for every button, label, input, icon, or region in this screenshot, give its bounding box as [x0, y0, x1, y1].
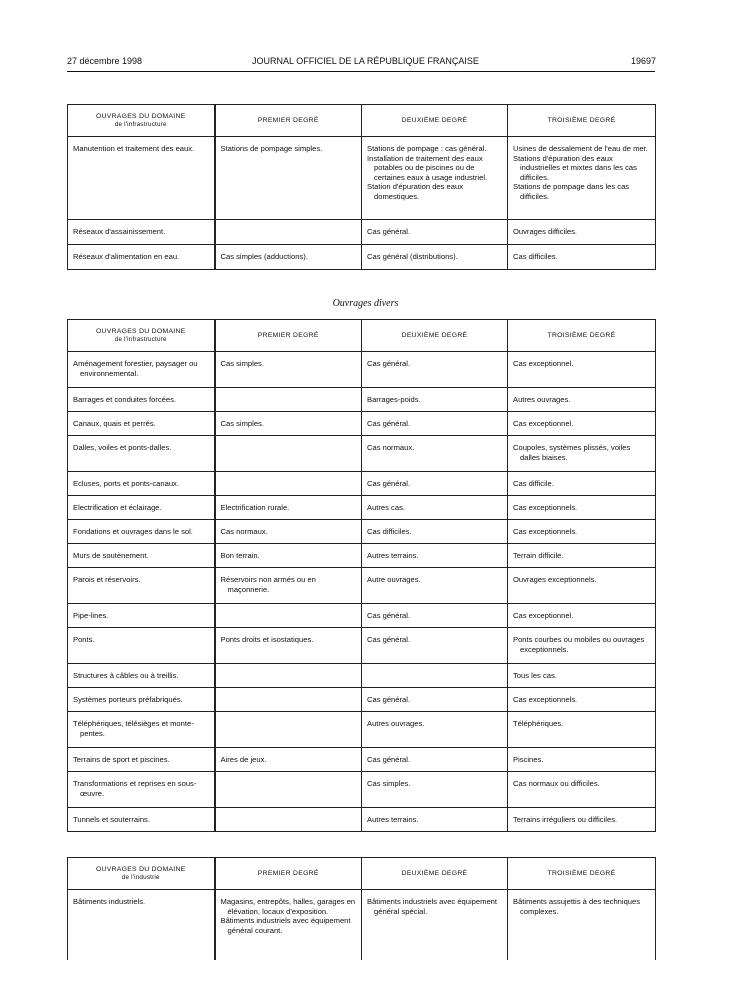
cell-text: Autres terrains. [367, 551, 419, 560]
cell-deuxieme [362, 604, 508, 628]
cell-text: Bâtiments industriels. [73, 897, 146, 906]
cell-text: Barrages et conduites forcées. [73, 395, 176, 404]
cell-domain [68, 568, 215, 604]
cell-text: Cas simples. [367, 779, 411, 788]
table-row [68, 772, 656, 808]
cell-premier [215, 604, 362, 628]
cell-text: Transformations et reprises en sous-œuvre. [73, 779, 197, 798]
header-domain-line2: de l'infrastructure [114, 120, 167, 128]
cell-text: Réseaux d'alimentation en eau. [73, 252, 180, 261]
cell-text: Bâtiments industriels avec équipement général spécial. [367, 897, 498, 916]
cell-text: Electrification rurale. [220, 503, 290, 512]
cell-premier [215, 772, 362, 808]
cell-text: Terrains de sport et piscines. [73, 755, 170, 764]
table-row [68, 544, 656, 568]
cell-text: Réseaux d'assainissement. [73, 227, 166, 236]
table-row [68, 628, 656, 664]
table-row [68, 436, 656, 472]
cell-text: Ecluses, ports et ponts-canaux. [73, 479, 179, 488]
cell-premier [215, 664, 362, 688]
cell-premier [215, 352, 362, 388]
cell-domain [68, 808, 215, 832]
cell-text: Autres ouvrages. [513, 395, 571, 404]
cell-premier [215, 808, 362, 832]
cell-troisieme [508, 436, 656, 472]
table-row [68, 748, 656, 772]
cell-text: Fondations et ouvrages dans le sol. [73, 527, 193, 536]
header-troisieme: TROISIÈME DEGRÉ [508, 320, 656, 352]
cell-text: Cas difficiles. [513, 252, 558, 261]
cell-text: Cas exceptionnels. [513, 527, 578, 536]
cell-text: Cas normaux. [220, 527, 268, 536]
cell-text: Cas général. [367, 635, 411, 644]
cell-premier [215, 472, 362, 496]
cell-text: Cas général. [367, 695, 411, 704]
cell-text: Autre ouvrages. [367, 575, 421, 584]
cell-text: Autres cas. [367, 503, 405, 512]
header-premier: PREMIER DEGRÉ [215, 858, 362, 890]
cell-text: Murs de soutènement. [73, 551, 149, 560]
cell-deuxieme [362, 412, 508, 436]
cell-text: Systèmes porteurs préfabriqués. [73, 695, 183, 704]
cell-troisieme [508, 604, 656, 628]
cell-text: Cas simples (adductions). [220, 252, 308, 261]
cell-text: Parois et réservoirs. [73, 575, 141, 584]
cell-text: Installation de traitement des eaux potables ou de piscines ou de certaines eaux à usage industriel. [367, 153, 488, 182]
cell-text: Ponts. [73, 635, 95, 644]
cell-troisieme [508, 137, 656, 220]
cell-domain [68, 245, 215, 270]
cell-text: Cas simples. [220, 359, 264, 368]
cell-premier [215, 712, 362, 748]
cell-text: Aires de jeux. [220, 755, 267, 764]
cell-deuxieme [362, 496, 508, 520]
table-row [68, 568, 656, 604]
cell-deuxieme [362, 772, 508, 808]
header-troisieme: TROISIÈME DEGRÉ [508, 105, 656, 137]
table-row [68, 712, 656, 748]
header-premier: PREMIER DEGRÉ [215, 105, 362, 137]
cell-text: Manutention et traitement des eaux. [73, 144, 195, 153]
cell-troisieme [508, 412, 656, 436]
table-row [68, 520, 656, 544]
cell-troisieme [508, 748, 656, 772]
table-row [68, 808, 656, 832]
header-troisieme: TROISIÈME DEGRÉ [508, 858, 656, 890]
cell-text: Cas exceptionnels. [513, 503, 578, 512]
cell-text: Autres terrains. [367, 815, 419, 824]
cell-deuxieme [362, 520, 508, 544]
cell-domain [68, 748, 215, 772]
header-premier: PREMIER DEGRÉ [215, 320, 362, 352]
cell-text: Cas exceptionnel. [513, 359, 574, 368]
cell-text: Piscines. [513, 755, 544, 764]
cell-deuxieme [362, 245, 508, 270]
cell-domain [68, 137, 215, 220]
table-row [68, 137, 656, 220]
cell-text: Electrification et éclairage. [73, 503, 162, 512]
journal-title: JOURNAL OFFICIEL DE LA RÉPUBLIQUE FRANÇAISE [252, 56, 479, 66]
cell-text: Cas difficiles. [367, 527, 412, 536]
cell-text: Aménagement forestier, paysager ou environnemental. [73, 359, 198, 378]
cell-premier [215, 388, 362, 412]
cell-text: Téléphériques. [513, 719, 564, 728]
cell-text: Bâtiments industriels avec équipement général courant. [220, 916, 351, 935]
cell-premier [215, 748, 362, 772]
section-title: Ouvrages divers [332, 298, 399, 309]
cell-text: Ouvrages difficiles. [513, 227, 578, 236]
cell-premier [215, 220, 362, 245]
cell-domain [68, 436, 215, 472]
cell-troisieme [508, 688, 656, 712]
page-number: 19697 [630, 56, 656, 66]
header-deuxieme: DEUXIÈME DEGRÉ [362, 320, 508, 352]
cell-premier [215, 688, 362, 712]
cell-premier [215, 137, 362, 220]
cell-troisieme [508, 628, 656, 664]
cell-domain [68, 352, 215, 388]
cell-text: Terrains irréguliers ou difficiles. [513, 815, 618, 824]
cell-text: Dalles, voiles et ponts-dalles. [73, 443, 172, 452]
cell-text: Cas simples. [220, 419, 264, 428]
cell-premier [215, 628, 362, 664]
header-domain-line2: de l'infrastructure [114, 335, 167, 343]
cell-domain [68, 890, 215, 960]
cell-text: Structures à câbles ou à treillis. [73, 671, 179, 680]
cell-text: Barrages-poids. [367, 395, 421, 404]
header-domain-line1: OUVRAGES DU DOMAINE [95, 327, 186, 335]
cell-deuxieme [362, 388, 508, 412]
cell-domain [68, 496, 215, 520]
cell-troisieme [508, 496, 656, 520]
cell-text: Station d'épuration des eaux domestiques. [367, 182, 464, 201]
page-date: 27 décembre 1998 [67, 56, 143, 66]
table-row [68, 664, 656, 688]
cell-text: Cas général. [367, 419, 411, 428]
cell-troisieme [508, 544, 656, 568]
table-row [68, 412, 656, 436]
cell-text: Ouvrages exceptionnels. [513, 575, 597, 584]
cell-text: Tunnels et souterrains. [73, 815, 150, 824]
cell-troisieme [508, 772, 656, 808]
cell-text: Usines de dessalement de l'eau de mer. [513, 144, 648, 153]
cell-deuxieme [362, 220, 508, 245]
cell-text: Ponts courbes ou mobiles ou ouvrages exceptionnels. [513, 635, 645, 654]
cell-deuxieme [362, 352, 508, 388]
table-row [68, 688, 656, 712]
cell-text: Cas exceptionnels. [513, 695, 578, 704]
cell-troisieme [508, 664, 656, 688]
cell-domain [68, 772, 215, 808]
header-domain-line1: OUVRAGES DU DOMAINE [95, 112, 186, 120]
cell-deuxieme [362, 712, 508, 748]
table-row [68, 388, 656, 412]
cell-premier [215, 568, 362, 604]
cell-deuxieme [362, 808, 508, 832]
table-row [68, 890, 656, 960]
cell-text: Cas général. [367, 611, 411, 620]
table-industrie [67, 857, 656, 960]
cell-domain [68, 220, 215, 245]
cell-text: Cas difficile. [513, 479, 554, 488]
header-rule [67, 71, 655, 72]
cell-domain [68, 388, 215, 412]
cell-text: Téléphériques, télésièges et monte-pentes. [73, 719, 194, 738]
cell-deuxieme [362, 688, 508, 712]
cell-premier [215, 520, 362, 544]
cell-domain [68, 520, 215, 544]
cell-troisieme [508, 520, 656, 544]
table-row [68, 496, 656, 520]
table-row [68, 220, 656, 245]
table-row [68, 352, 656, 388]
cell-premier [215, 890, 362, 960]
cell-text: Coupoles, systèmes plissés, voiles dalles biaises. [513, 443, 631, 462]
cell-deuxieme [362, 748, 508, 772]
cell-troisieme [508, 352, 656, 388]
cell-text: Autres ouvrages. [367, 719, 425, 728]
cell-text: Réservoirs non armés ou en maçonnerie. [220, 575, 316, 594]
cell-deuxieme [362, 664, 508, 688]
cell-deuxieme [362, 436, 508, 472]
header-domain [68, 105, 215, 137]
header-deuxieme: DEUXIÈME DEGRÉ [362, 105, 508, 137]
table-row [68, 604, 656, 628]
cell-domain [68, 472, 215, 496]
cell-troisieme [508, 712, 656, 748]
table-ouvrages-divers [67, 319, 656, 832]
cell-text: Cas exceptionnel. [513, 611, 574, 620]
cell-text: Cas exceptionnel. [513, 419, 574, 428]
cell-text: Pipe-lines. [73, 611, 109, 620]
cell-domain [68, 712, 215, 748]
cell-deuxieme [362, 568, 508, 604]
cell-premier [215, 544, 362, 568]
cell-text: Canaux, quais et perrés. [73, 419, 156, 428]
cell-deuxieme [362, 628, 508, 664]
cell-domain [68, 664, 215, 688]
cell-domain [68, 604, 215, 628]
cell-text: Stations de pompage dans les cas difficiles. [513, 182, 630, 201]
cell-premier [215, 245, 362, 270]
header-domain [68, 858, 215, 890]
header-domain-line2: de l'industrie [121, 873, 160, 881]
cell-text: Magasins, entrepôts, halles, garages en élévation, locaux d'exposition. [220, 897, 356, 916]
cell-text: Cas normaux. [367, 443, 415, 452]
table-row [68, 245, 656, 270]
cell-text: Terrain difficile. [513, 551, 564, 560]
cell-text: Cas normaux ou difficiles. [513, 779, 600, 788]
cell-text: Cas général. [367, 755, 411, 764]
cell-text: Cas général. [367, 359, 411, 368]
cell-troisieme [508, 808, 656, 832]
cell-deuxieme [362, 890, 508, 960]
header-domain-line1: OUVRAGES DU DOMAINE [95, 865, 186, 873]
cell-deuxieme [362, 472, 508, 496]
cell-troisieme [508, 890, 656, 960]
cell-text: Cas général. [367, 479, 411, 488]
cell-premier [215, 436, 362, 472]
cell-text: Tous les cas. [513, 671, 557, 680]
cell-troisieme [508, 472, 656, 496]
cell-domain [68, 412, 215, 436]
cell-text: Cas général (distributions). [367, 252, 458, 261]
cell-troisieme [508, 220, 656, 245]
cell-domain [68, 628, 215, 664]
header-deuxieme: DEUXIÈME DEGRÉ [362, 858, 508, 890]
cell-text: Cas général. [367, 227, 411, 236]
cell-text: Stations de pompage : cas général. [367, 144, 487, 153]
cell-domain [68, 544, 215, 568]
cell-troisieme [508, 245, 656, 270]
cell-deuxieme [362, 544, 508, 568]
cell-domain [68, 688, 215, 712]
cell-troisieme [508, 388, 656, 412]
cell-text: Stations de pompage simples. [220, 144, 323, 153]
cell-premier [215, 496, 362, 520]
table-infrastructure-eaux [67, 104, 656, 270]
cell-premier [215, 412, 362, 436]
cell-text: Stations d'épuration des eaux industrielles et mixtes dans les cas difficiles. [513, 153, 637, 182]
table-row [68, 472, 656, 496]
cell-text: Bon terrain. [220, 551, 260, 560]
header-domain [68, 320, 215, 352]
cell-text: Ponts droits et isostatiques. [220, 635, 314, 644]
cell-deuxieme [362, 137, 508, 220]
cell-troisieme [508, 568, 656, 604]
cell-text: Bâtiments assujettis à des techniques complexes. [513, 897, 641, 916]
